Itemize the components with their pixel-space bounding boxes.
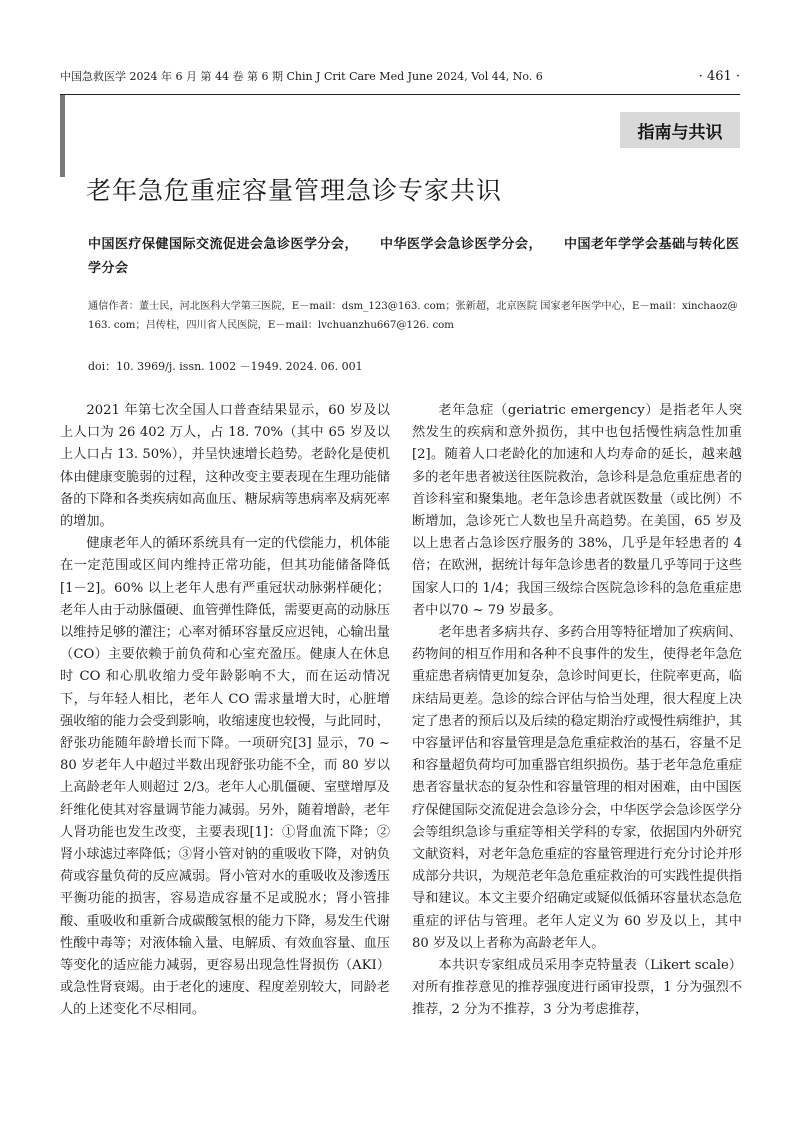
paragraph: 老年急症（geriatric emergency）是指老年人突然发生的疾病和意外损伤，其中也包括慢性病急性加重[2]。随着人口老龄化的加速和人均寿命的延长，越来越多的老年患者被送往医院救治，急诊科是急危重症患者的首诊科室和聚集地。老年急诊患者就医数量（或比例）不断增加，急诊死亡人数也呈升高趋势。在美国，65 岁及以上患者占急诊医疗服务的 38%，几乎是年轻患者的 4 倍；在欧洲，据统计每年急诊患者的数量几乎等同于这些国家人口的 1/4；我国三级综合医院急诊科的急危重症患者中以70 ~ 79 岁最多。 [412, 403, 742, 618]
author-affiliations [88, 233, 748, 281]
paragraph: 2021 年第七次全国人口普查结果显示，60 岁及以上人口为 26 402 万人，占 18. 70%（其中 65 岁及以上人口占 13. 50%），并呈快速增长趋势。老龄化是使机体由健康变脆弱的过程，这种改变主要表现在生理功能储备的下降和各类疾病如高血压、糖尿病等患病率及病死率的增加。 [60, 403, 390, 530]
article-title: 老年急危重症容量管理急诊专家共识 [86, 176, 503, 205]
page-number: · 461 · [698, 69, 740, 84]
correspondence-info: 通信作者：董士民，河北医科大学第三医院，E－mail：dsm_123@163. com；张新超，北京医院 国家老年医学中心，E－mail：xinchaoz@ 163. com；吕传柱，四川省人民医院，E－mail：lvchuanzhu667@126. com [88, 301, 738, 331]
header-rule [60, 94, 740, 95]
section-accent-bar [60, 95, 65, 177]
author-org-2: 中华医学会急诊医学分会， [380, 237, 543, 252]
author-org-3: 中国老年学学会基础与转化医学分会 [88, 237, 740, 276]
author-org-1: 中国医疗保健国际交流促进会急诊医学分会， [88, 237, 359, 252]
body-column-right [412, 400, 742, 1022]
paragraph: 老年患者多病共存、多药合用等特征增加了疾病间、药物间的相互作用和各种不良事件的发生，使得老年急危重症患者病情更加复杂，急诊时间更长，住院率更高，临床结局更差。急诊的综合评估与恰当处理，很大程度上决定了患者的预后以及后续的稳定期治疗或慢性病维护，其中容量评估和容量管理是急危重症救治的基石，容量不足和容量超负荷均可加重器官组织损伤。基于老年急危重症患者容量状态的复杂性和容量管理的相对困难，由中国医疗保健国际交流促进会急诊分会，中华医学会急诊医学分会等组织急诊与重症等相关学科的专家，依据国内外研究文献资料，对老年急危重症的容量管理进行充分讨论并形成部分共识，为规范老年急危重症救治的可实践性提供指导和建议。本文主要介绍确定或疑似低循环容量状态急危重症的评估与管理。老年人定义为 60 岁及以上，其中 80 岁及以上者称为高龄老年人。 [412, 625, 742, 951]
body-column-left [60, 400, 390, 1022]
section-label: 指南与共识 [620, 112, 740, 148]
journal-citation: 中国急救医学 2024 年 6 月 第 44 卷 第 6 期 Chin J Crit Care Med June 2024, Vol 44, No. 6 [60, 70, 543, 83]
paragraph: 健康老年人的循环系统具有一定的代偿能力，机体能在一定范围或区间内维持正常功能，但其功能储备降低[1－2]。60% 以上老年人患有严重冠状动脉粥样硬化；老年人由于动脉僵硬、血管弹性降低，需要更高的动脉压以维持足够的灌注；心率对循环容量反应迟钝，心输出量（CO）主要依赖于前负荷和心室充盈压。健康人在休息时 CO 和心肌收缩力受年龄影响不大，而在运动情况下，与年轻人相比，老年人 CO 需求量增大时，心脏增强收缩的能力会受到影响，收缩速度也较慢，与此同时，舒张功能随年龄增长而下降。一项研究[3] 显示，70 ~ 80 岁老年人中超过半数出现舒张功能不全，而 80 岁以上高龄老年人则超过 2/3。老年人心肌僵硬、室壁增厚及纤维化使其对容量调节能力减弱。另外，随着增龄，老年人肾功能也发生改变，主要表现[1]：①肾血流下降；②肾小球滤过率降低；③肾小管对钠的重吸收下降，对钠负荷或容量负荷的反应减弱。肾小管对水的重吸收及渗透压平衡功能的损害，容易造成容量不足或脱水；肾小管排酸、重吸收和重新合成碳酸氢根的能力下降，易发生代谢性酸中毒等；对液体输入量、电解质、有效血容量、血压等变化的适应能力减弱，更容易出现急性肾损伤（AKI）或急性肾衰竭。由于老化的速度、程度差别较大，同龄老人的上述变化不尽相同。 [60, 536, 390, 1018]
paragraph: 本共识专家组成员采用李克特量表（Likert scale）对所有推荐意见的推荐强度进行函审投票，1 分为强烈不推荐，2 分为不推荐，3 分为考虑推荐， [412, 958, 742, 1018]
doi: doi：10. 3969/j. issn. 1002 －1949. 2024. 06. 001 [88, 360, 363, 373]
